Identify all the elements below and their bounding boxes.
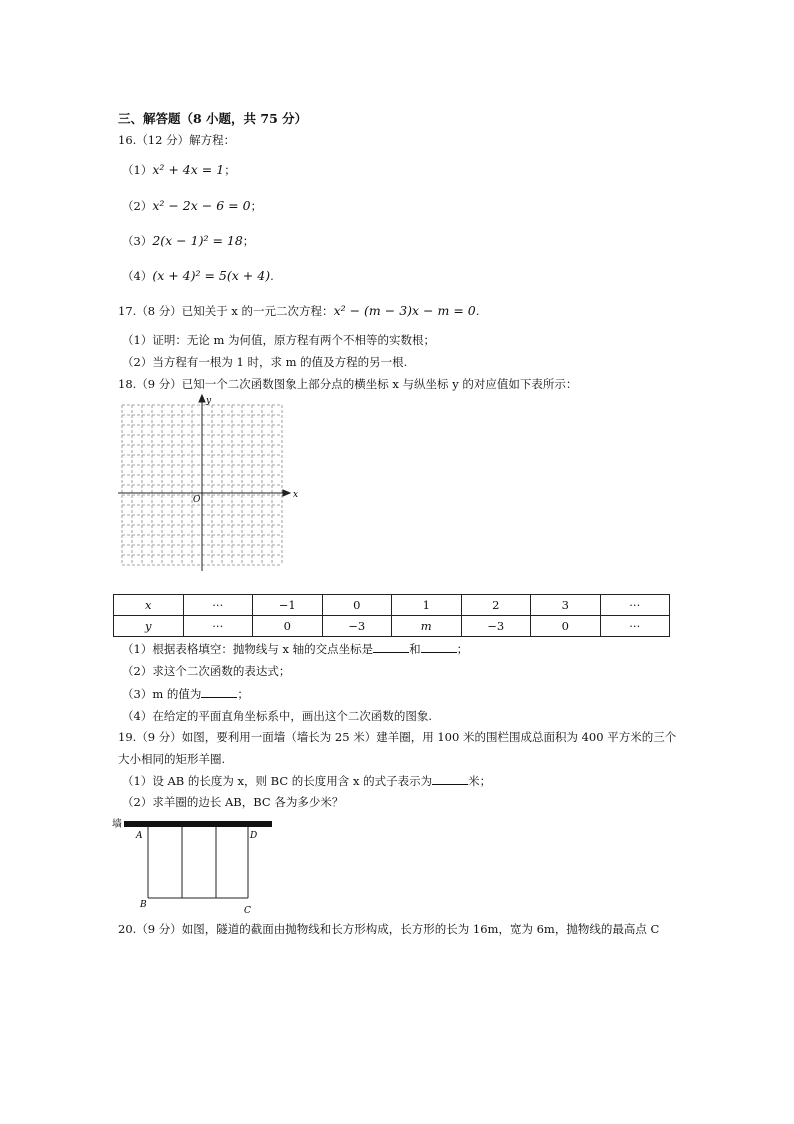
- wall-label: 墙: [112, 819, 122, 830]
- x-axis-arrow: [283, 490, 290, 496]
- table-cell: 3: [531, 595, 601, 616]
- table-cell: 0: [253, 616, 323, 637]
- table-cell: −3: [322, 616, 392, 637]
- wall-bar: [124, 821, 272, 827]
- q16-item-4: （4）(x + 4)² = 5(x + 4).: [122, 268, 274, 283]
- table-cell: ···: [183, 616, 253, 637]
- answer-blank[interactable]: [421, 642, 457, 653]
- table-cell: 0: [531, 616, 601, 637]
- q16-item-3: （3）2(x − 1)² = 18；: [122, 233, 255, 248]
- q17-part-1: （1）证明：无论 m 为何值，原方程有两个不相等的实数根；: [122, 333, 436, 347]
- table-row: [114, 616, 670, 637]
- table-cell: x: [114, 595, 184, 616]
- q19-part-1: （1）设 AB 的长度为 x，则 BC 的长度用含 x 的式子表示为 米；: [122, 774, 492, 788]
- q17-stem: 17.（8 分）已知关于 x 的一元二次方程：x² − (m − 3)x − m = 0.: [118, 303, 480, 318]
- coordinate-grid: [118, 393, 298, 575]
- table-cell: 0: [322, 595, 392, 616]
- q17-part-2: （2）当方程有一根为 1 时，求 m 的值及方程的另一根.: [122, 355, 408, 369]
- q16-item-1: （1）x² + 4x = 1；: [122, 162, 236, 177]
- point-c-label: C: [244, 906, 251, 916]
- table-cell: −1: [253, 595, 323, 616]
- table-row: [114, 595, 670, 616]
- table-cell: ···: [600, 616, 670, 637]
- value-table: [113, 594, 670, 637]
- point-d-label: D: [250, 831, 258, 841]
- table-cell: m: [392, 616, 462, 637]
- table-cell: ···: [600, 595, 670, 616]
- y-axis-arrow: [199, 395, 205, 402]
- y-axis-label: y: [206, 396, 212, 406]
- q16-item-2: （2）x² − 2x − 6 = 0；: [122, 198, 263, 213]
- q18-part-2: （2）求这个二次函数的表达式；: [122, 664, 291, 678]
- q16-stem: 16.（12 分）解方程：: [118, 133, 236, 147]
- answer-blank[interactable]: [373, 642, 409, 653]
- section-heading: 三、解答题（8 小题，共 75 分）: [118, 111, 308, 126]
- q19-stem-line-2: 大小相同的矩形羊圈.: [118, 752, 226, 766]
- x-axis-label: x: [293, 490, 298, 500]
- table-cell: 2: [461, 595, 531, 616]
- point-a-label: A: [136, 831, 143, 841]
- table-cell: ···: [183, 595, 253, 616]
- q18-part-4: （4）在给定的平面直角坐标系中，画出这个二次函数的图象.: [122, 709, 432, 723]
- q20-stem: 20.（9 分）如图，隧道的截面由抛物线和长方形构成，长方形的长为 16m，宽为 6m，抛物线的最高点 C: [118, 922, 660, 936]
- q19-part-2: （2）求羊圈的边长 AB，BC 各为多少米？: [122, 795, 344, 809]
- q18-part-3: （3）m 的值为 ；: [122, 687, 249, 701]
- sheep-pen-figure: [112, 818, 277, 916]
- answer-blank[interactable]: [201, 687, 237, 698]
- table-cell: 1: [392, 595, 462, 616]
- origin-label: O: [193, 495, 201, 505]
- table-cell: y: [114, 616, 184, 637]
- q19-stem-line-1: 19.（9 分）如图，要利用一面墙（墙长为 25 米）建羊圈，用 100 米的围栏围成总面积为 400 平方米的三个: [118, 730, 677, 744]
- q18-part-1: （1）根据表格填空：抛物线与 x 轴的交点坐标是 和 ；: [122, 642, 469, 656]
- table-cell: −3: [461, 616, 531, 637]
- answer-blank[interactable]: [432, 774, 468, 785]
- point-b-label: B: [140, 900, 147, 910]
- q18-stem: 18.（9 分）已知一个二次函数图象上部分点的横坐标 x 与纵坐标 y 的对应值如下表所示：: [118, 377, 578, 391]
